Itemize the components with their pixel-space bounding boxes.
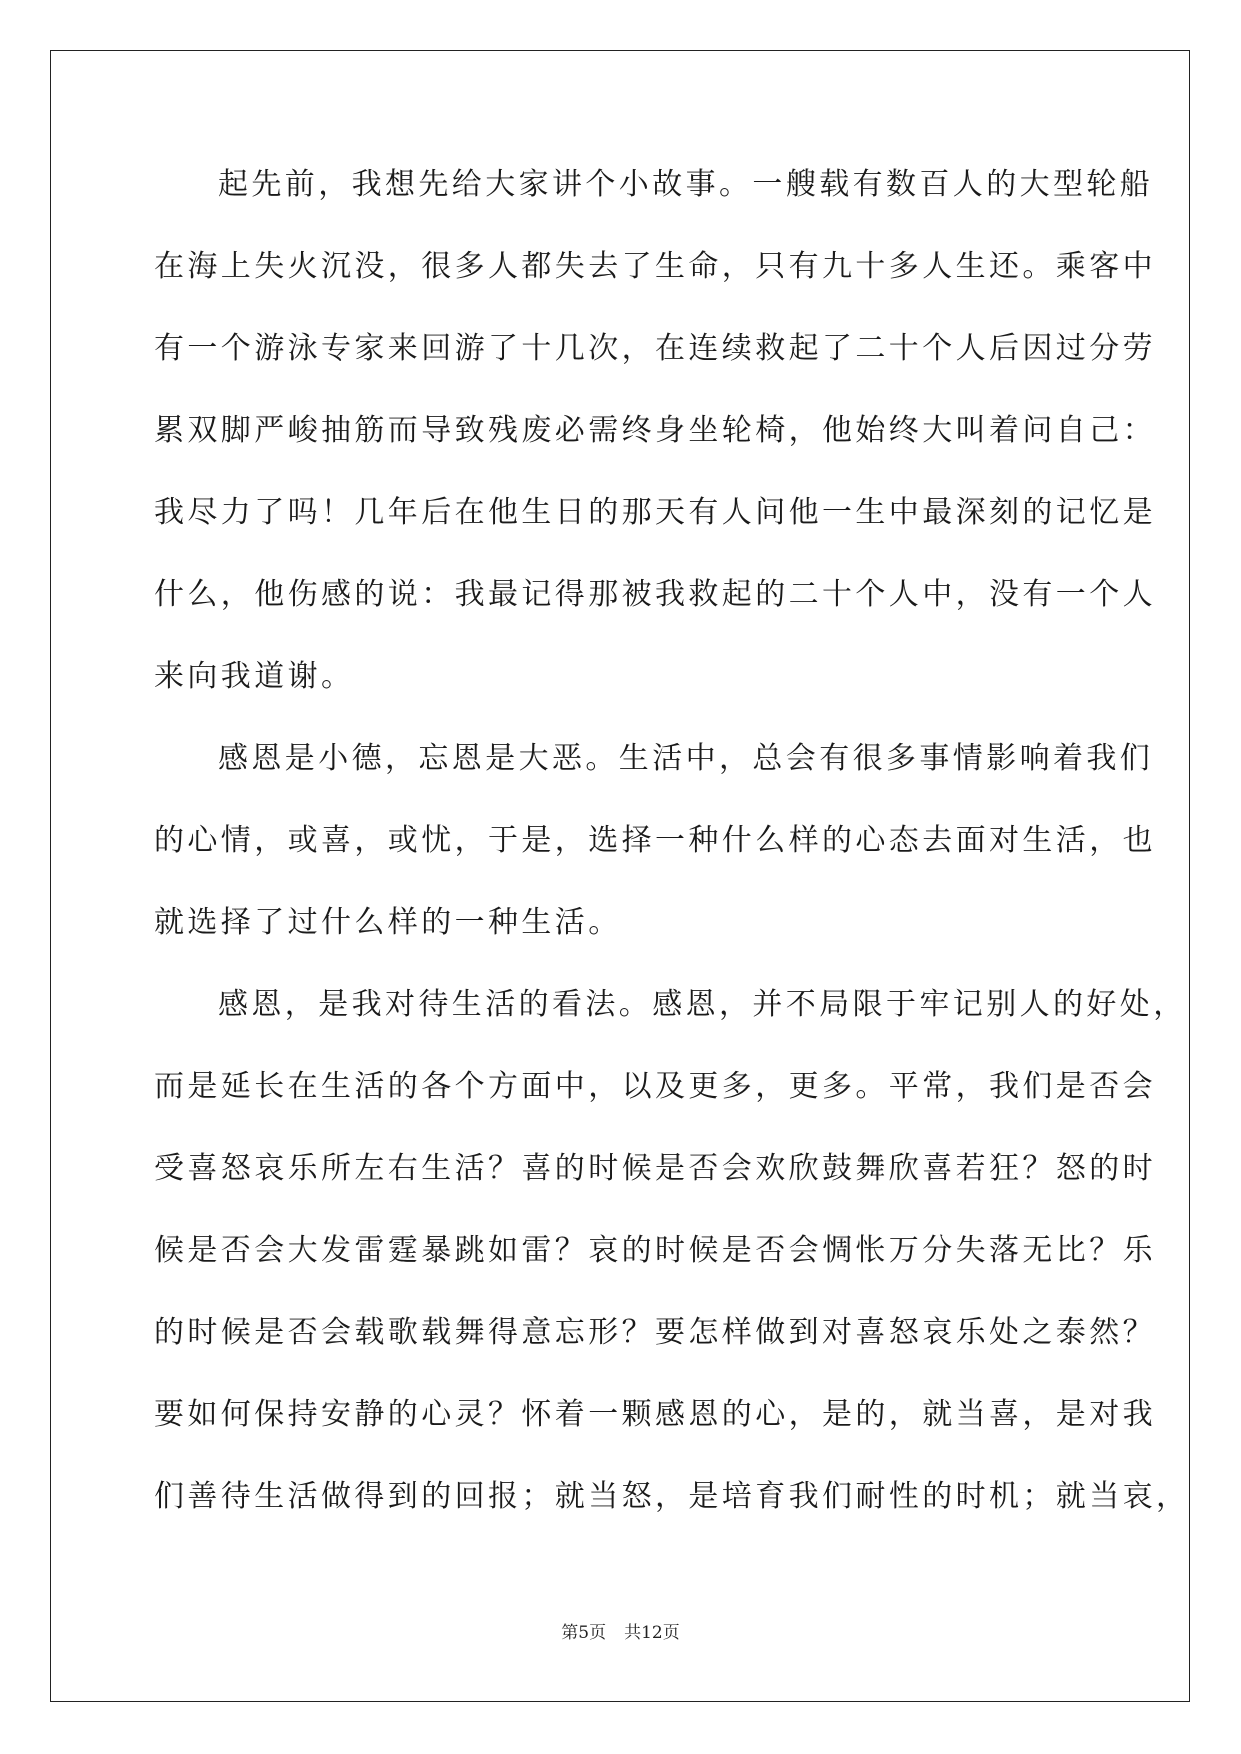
text-line: 就选择了过什么样的一种生活。 [154,905,622,940]
text-line: 受喜怒哀乐所左右生活？喜的时候是否会欢欣鼓舞欣喜若狂？怒的时 [154,1151,1156,1186]
text-line: 要如何保持安静的心灵？怀着一颗感恩的心，是的，就当喜，是对我 [154,1397,1156,1432]
page-footer [0,1618,1241,1643]
text-line: 我尽力了吗！几年后在他生日的那天有人问他一生中最深刻的记忆是 [154,495,1156,530]
page-total: 共12页 [624,1623,680,1643]
text-line: 感恩，是我对待生活的看法。感恩，并不局限于牢记别人的好处， [218,987,1187,1022]
text-line: 有一个游泳专家来回游了十几次，在连续救起了二十个人后因过分劳 [154,331,1156,366]
document-body [154,160,1190,1554]
text-line: 的心情，或喜，或忧，于是，选择一种什么样的心态去面对生活，也 [154,823,1156,858]
text-line: 们善待生活做得到的回报；就当怒，是培育我们耐性的时机；就当哀， [154,1479,1190,1514]
text-line: 候是否会大发雷霆暴跳如雷？哀的时候是否会惆怅万分失落无比？乐 [154,1233,1156,1268]
page-number: 第5页 [561,1623,607,1643]
text-line: 什么，他伤感的说：我最记得那被我救起的二十个人中，没有一个人 [154,577,1156,612]
text-line: 来向我道谢。 [154,659,355,694]
text-line: 累双脚严峻抽筋而导致残废必需终身坐轮椅，他始终大叫着问自己： [154,413,1156,448]
text-line: 的时候是否会载歌载舞得意忘形？要怎样做到对喜怒哀乐处之泰然？ [154,1315,1156,1350]
text-line: 起先前，我想先给大家讲个小故事。一艘载有数百人的大型轮船 [218,167,1154,202]
text-line: 在海上失火沉没，很多人都失去了生命，只有九十多人生还。乘客中 [154,249,1156,284]
text-line: 而是延长在生活的各个方面中，以及更多，更多。平常，我们是否会 [154,1069,1156,1104]
text-line: 感恩是小德，忘恩是大恶。生活中，总会有很多事情影响着我们 [218,741,1154,776]
